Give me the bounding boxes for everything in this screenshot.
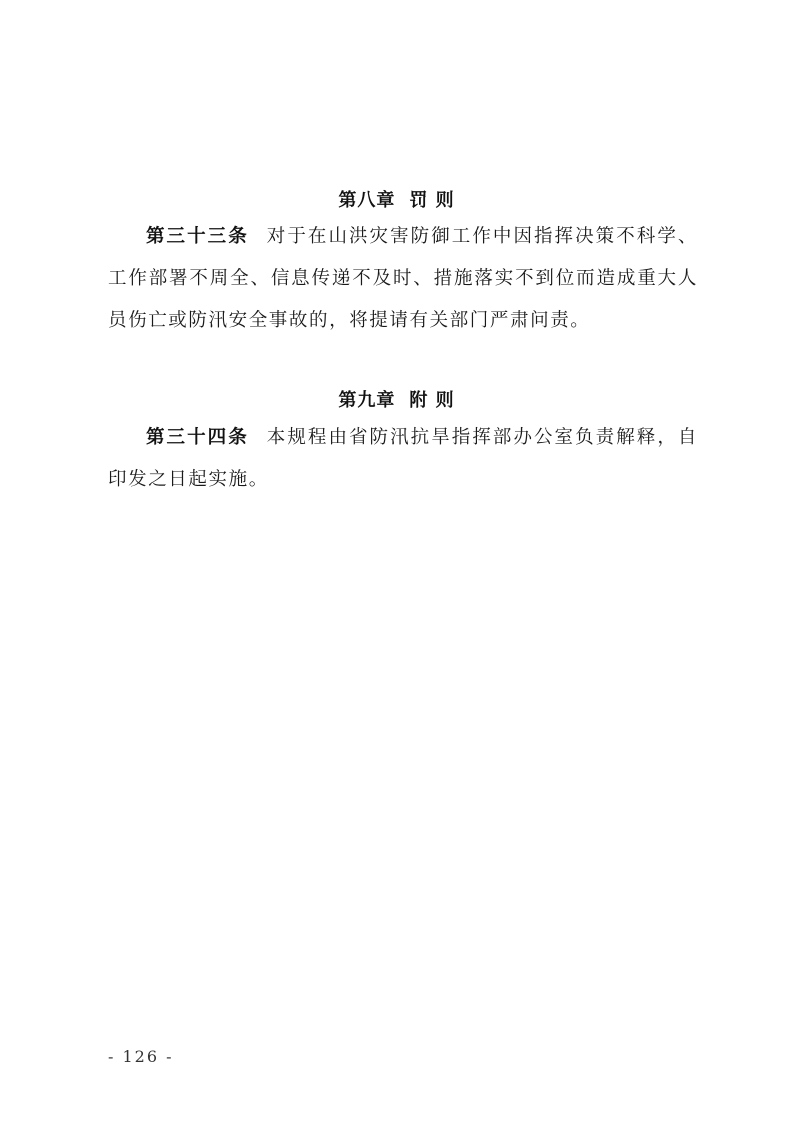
chapter-8-heading xyxy=(0,186,793,212)
article-33-paragraph xyxy=(108,216,698,342)
chapter-9-name: 附 则 xyxy=(409,390,455,411)
chapter-9-number: 第九章 xyxy=(338,390,396,411)
chapter-8-name: 罚 则 xyxy=(409,190,455,211)
article-33-text: 对于在山洪灾害防御工作中因指挥决策不科学、工作部署不周全、信息传递不及时、措施落实不到位而造成重大人员伤亡或防汛安全事故的，将提请有关部门严肃问责。 xyxy=(108,226,698,331)
chapter-9-heading xyxy=(0,386,793,412)
chapter-8-number: 第八章 xyxy=(338,190,396,211)
article-34-text: 本规程由省防汛抗旱指挥部办公室负责解释，自印发之日起实施。 xyxy=(108,427,698,490)
article-34-paragraph xyxy=(108,417,698,501)
article-33-number: 第三十三条 xyxy=(146,226,249,247)
article-34-number: 第三十四条 xyxy=(146,427,249,448)
page-number: - 126 - xyxy=(108,1047,174,1066)
